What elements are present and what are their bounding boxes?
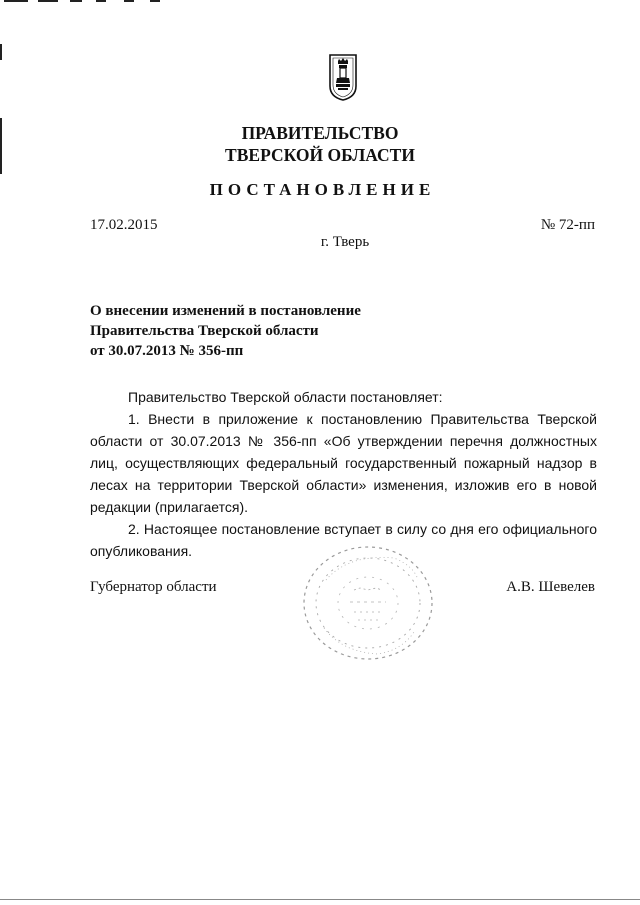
document-body	[90, 386, 597, 562]
body-paragraph: 1. Внести в приложение к постановлению Правительства Тверской области от 30.07.2013 № 356-пп «Об утверждении перечня должностных лиц, осуществляющих федеральный государственный пожарный надзор в лесах на территории Тверской области» изменения, изложив его в новой редакции (прилагается).	[90, 411, 597, 515]
document-date: 17.02.2015	[90, 217, 158, 233]
government-title-line1: ПРАВИТЕЛЬСТВО	[241, 123, 399, 143]
subject-line: Правительства Тверской области	[90, 323, 319, 339]
scan-margin-line	[0, 44, 2, 60]
government-title	[0, 122, 640, 166]
coat-of-arms-icon	[328, 52, 358, 102]
document-number: № 72-пп	[540, 217, 595, 233]
body-paragraph: Правительство Тверской области постановляет:	[128, 389, 443, 405]
document-city: г. Тверь	[320, 234, 370, 250]
subject-line: О внесении изменений в постановление	[90, 303, 361, 319]
document-type: ПОСТАНОВЛЕНИЕ	[209, 180, 436, 199]
signatory-name: А.В. Шевелев	[506, 579, 595, 595]
scan-bottom-line	[0, 899, 640, 900]
official-seal-stamp	[298, 540, 438, 666]
signatory-position: Губернатор области	[90, 579, 217, 595]
body-paragraph: 2. Настоящее постановление вступает в силу со дня его официального опубликования.	[90, 521, 597, 559]
government-title-line2: ТВЕРСКОЙ ОБЛАСТИ	[225, 145, 415, 165]
document-subject	[90, 301, 410, 361]
subject-line: от 30.07.2013 № 356-пп	[90, 343, 244, 359]
scan-artifact-dashes	[0, 0, 200, 4]
